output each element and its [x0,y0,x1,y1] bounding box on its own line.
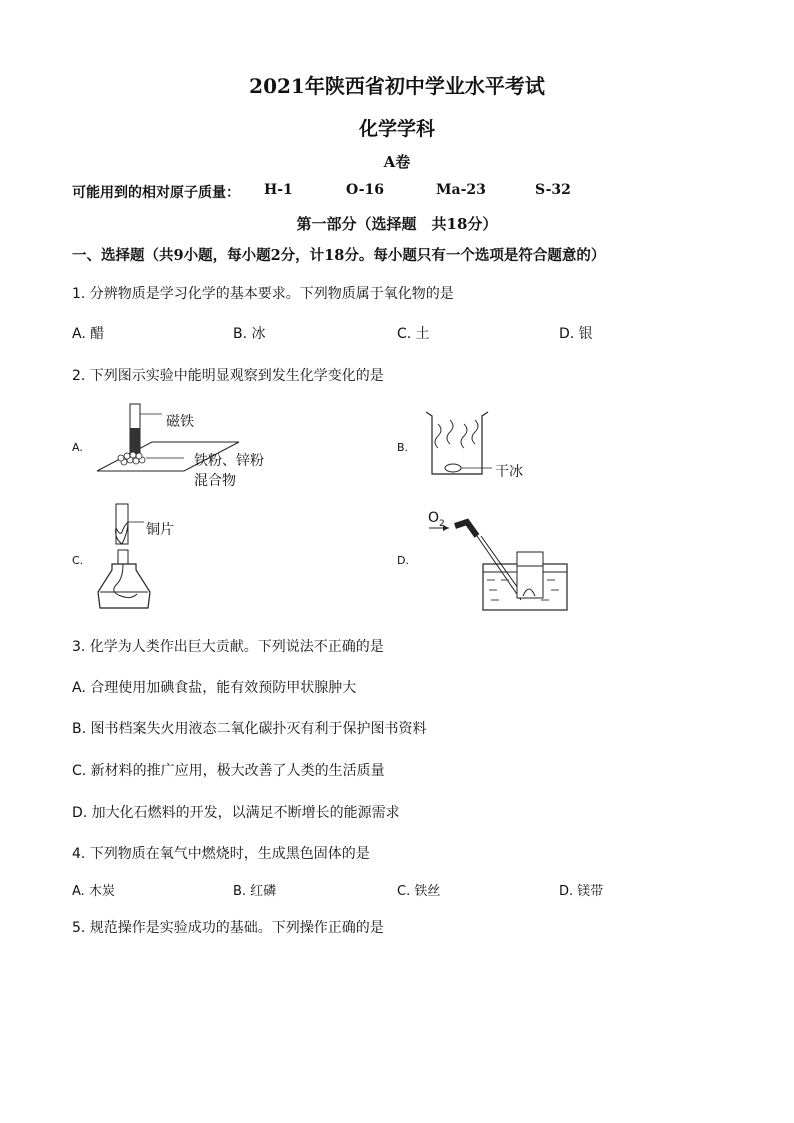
option-d: D. 加大化石燃料的开发，以满足不断增长的能源需求 [72,805,400,821]
exam-title: 2021年陕西省初中学业水平考试 [249,74,545,98]
option-b: B. 红磷 [233,884,277,899]
section-heading: 一、选择题（共9小题，每小题2分，计18分。每小题只有一个选项是符合题意的） [72,247,606,264]
figure-a-label-magnet: 磁铁 [166,414,194,430]
figure-a-letter: A. [72,441,83,454]
option-d: D. 镁带 [559,884,604,899]
figure-b-beaker-diagram [422,410,502,480]
figure-a-label-powder-1: 铁粉、锌粉 [194,453,264,469]
option-c: C. 土 [397,326,430,342]
atomic-mass-item: S-32 [535,182,571,198]
figure-d-label-sub: 2 [439,518,445,529]
option-a: A. 木炭 [72,884,115,899]
atomic-mass-item: O-16 [346,182,385,198]
question-stem: 3. 化学为人类作出巨大贡献。下列说法不正确的是 [72,639,384,655]
option-a: A. 合理使用加碘食盐，能有效预防甲状腺肿大 [72,680,357,696]
atomic-mass-item: H-1 [264,182,293,198]
atomic-mass-label: 可能用到的相对原子质量： [72,185,240,201]
question-stem: 4. 下列物质在氧气中燃烧时，生成黑色固体的是 [72,846,370,862]
figure-c-letter: C. [72,554,84,567]
option-d: D. 银 [559,326,593,342]
figure-b-letter: B. [397,441,409,454]
exam-subject: 化学学科 [358,118,435,140]
figure-c-label: 铜片 [146,522,174,538]
option-c: C. 铁丝 [397,884,441,899]
question-stem: 1. 分辨物质是学习化学的基本要求。下列物质属于氧化物的是 [72,286,454,302]
figure-d-trough-diagram [425,506,575,616]
figure-c-lamp-diagram [96,500,206,615]
figure-b-label: 干冰 [495,464,523,480]
figure-d-label [428,510,445,529]
option-b: B. 图书档案失火用液态二氧化碳扑灭有利于保护图书资料 [72,721,427,737]
atomic-mass-item: Ma-23 [436,182,486,198]
figure-d-label-main: O [428,510,440,526]
question-stem: 5. 规范操作是实验成功的基础。下列操作正确的是 [72,920,384,936]
figure-d-letter: D. [397,554,409,567]
option-c: C. 新材料的推广应用，极大改善了人类的生活质量 [72,763,385,779]
option-a: A. 醋 [72,326,105,342]
part-heading: 第一部分（选择题 共18分） [296,215,498,233]
exam-volume: A卷 [383,153,411,171]
option-b: B. 冰 [233,326,266,342]
figure-a-label-powder-2: 混合物 [194,473,236,489]
question-stem: 2. 下列图示实验中能明显观察到发生化学变化的是 [72,368,384,384]
